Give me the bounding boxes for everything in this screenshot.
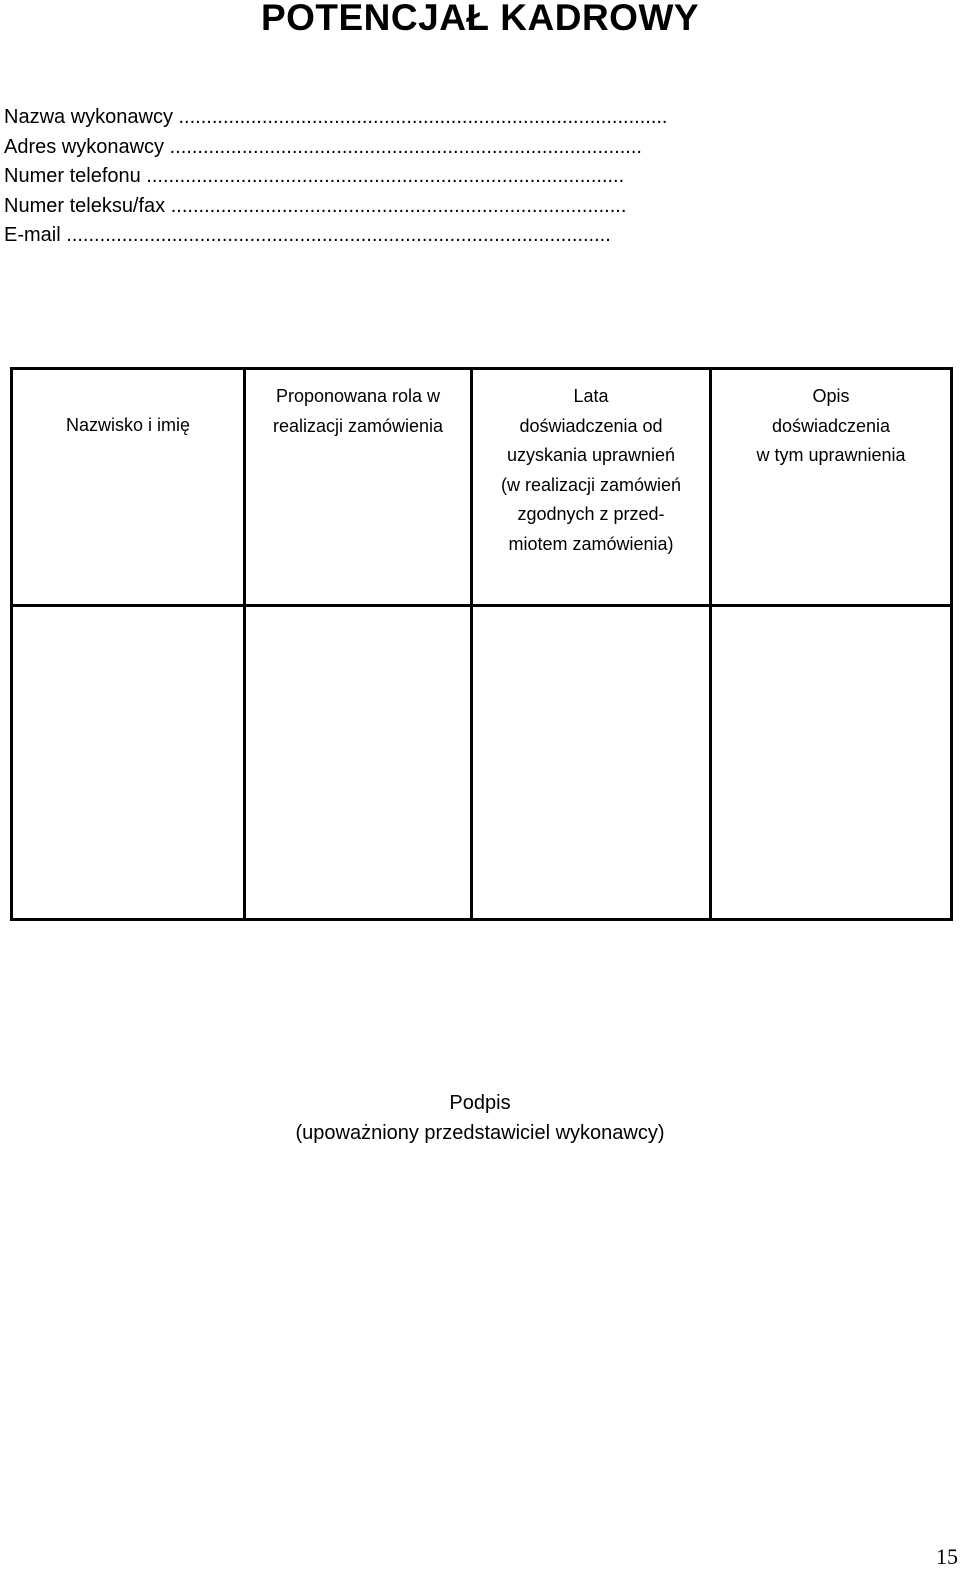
signature-label: Podpis bbox=[449, 1092, 511, 1114]
signature-caption: (upoważniony przedstawiciel wykonawcy) bbox=[295, 1121, 665, 1144]
header-years-line: doświadczenia od bbox=[519, 415, 663, 436]
page-number: 15 bbox=[936, 1544, 958, 1569]
header-years-line: miotem zamówienia) bbox=[508, 533, 674, 554]
header-years-experience bbox=[472, 369, 711, 606]
years-cell[interactable] bbox=[472, 606, 711, 920]
description-cell[interactable] bbox=[711, 606, 952, 920]
header-name-line: Nazwisko i imię bbox=[65, 415, 191, 435]
contractor-address-line: Adres wykonawcy ..................................................................................... bbox=[4, 135, 642, 158]
header-description-line: w tym uprawnienia bbox=[756, 445, 906, 465]
header-years-line: (w realizacji zamówień bbox=[500, 474, 682, 495]
name-cell[interactable] bbox=[12, 606, 245, 920]
header-years-line: zgodnych z przed- bbox=[517, 504, 665, 524]
staff-table bbox=[10, 367, 953, 921]
table-header-row bbox=[12, 369, 952, 606]
header-description-line: Opis bbox=[812, 386, 850, 406]
header-description-line: doświadczenia bbox=[771, 415, 891, 436]
contractor-info bbox=[4, 103, 668, 251]
header-role bbox=[245, 369, 472, 606]
header-role-line: Proponowana rola w bbox=[275, 386, 441, 406]
header-role-line: realizacji zamówienia bbox=[272, 415, 444, 436]
header-years-line: Lata bbox=[573, 386, 609, 406]
role-cell[interactable] bbox=[245, 606, 472, 920]
email-line: E-mail .................................................................................................. bbox=[4, 224, 611, 246]
header-name bbox=[12, 369, 245, 606]
telex-fax-line: Numer teleksu/fax .................................................................................. bbox=[4, 194, 627, 217]
page-title: POTENCJAŁ KADROWY bbox=[260, 0, 700, 38]
signature-block bbox=[0, 1089, 960, 1148]
table-row bbox=[12, 606, 952, 920]
phone-number-line: Numer telefonu ...................................................................................... bbox=[4, 165, 625, 187]
contractor-name-line: Nazwa wykonawcy ........................................................................................ bbox=[4, 106, 668, 128]
header-years-line: uzyskania uprawnień bbox=[506, 445, 676, 465]
header-experience-description bbox=[711, 369, 952, 606]
